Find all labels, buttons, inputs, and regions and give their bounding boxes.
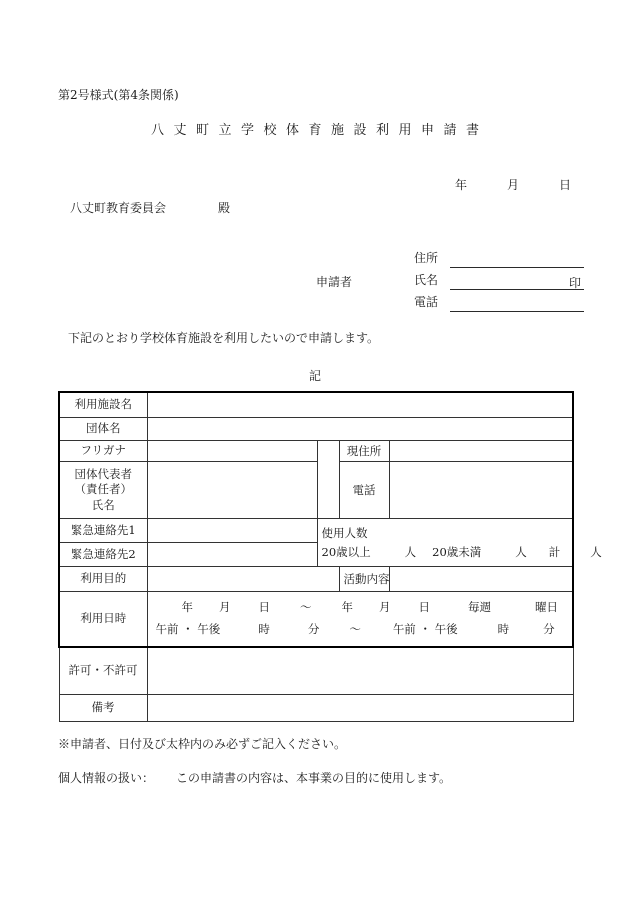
seal-mark: 印 [568,276,581,290]
facility-name-input[interactable] [147,392,573,418]
application-table [58,391,602,722]
datetime-tilde-1: ～ [300,600,312,615]
applicant-address-input[interactable] [450,267,584,268]
datetime-ampm-from: 午前 ・ 午後 [155,622,221,636]
representative-name-input[interactable] [147,462,317,519]
date-line [455,176,571,193]
datetime-ampm-to: 午前 ・ 午後 [392,622,458,636]
datetime-year-from: 年 [181,600,193,615]
representative-label [59,462,147,519]
note-required-fields: ※申請者、日付及び太枠内のみ必ずご記入ください。 [58,737,347,751]
date-year-label: 年 [455,178,468,192]
emergency-contact-2-label: 緊急連絡先2 [59,543,147,567]
table-row-purpose [59,567,573,592]
datetime-day-to: 日 [418,600,430,615]
representative-label-line3: 氏名 [91,497,115,512]
representative-label-line2: （責任者） [74,482,132,497]
group-name-label: 団体名 [59,418,147,441]
activity-label: 活動内容 [339,567,389,592]
ki-mark: 記 [308,369,321,383]
remarks-input[interactable] [147,695,573,722]
table-row-facility [59,392,573,418]
representative-label-line1: 団体代表者 [74,466,132,481]
furigana-label: フリガナ [59,441,147,462]
table-row-datetime [59,592,573,648]
total-label: 計 [548,544,561,559]
counter-person-2: 人 [515,544,527,559]
remarks-label: 備考 [59,695,147,722]
emergency-contact-1-label: 緊急連絡先1 [59,519,147,543]
applicant-name-input[interactable] [450,289,584,290]
datetime-month-from: 月 [219,600,231,615]
datetime-year-to: 年 [341,600,353,615]
table-row-furigana [59,441,573,462]
addressee [70,199,230,216]
age-under-20-label: 20歳未満 [432,544,482,559]
datetime-weekday: 曜日 [535,600,558,615]
users-count-cell[interactable] [317,519,602,567]
table-row-emergency-1 [59,519,573,543]
statement-text: 下記のとおり学校体育施設を利用したいので申請します。 [68,331,380,345]
emergency-contact-2-input[interactable] [147,543,317,567]
age-over-20-label: 20歳以上 [321,544,371,559]
datetime-every-week: 毎週 [468,600,491,615]
datetime-input[interactable] [147,592,573,648]
purpose-label: 利用目的 [59,567,147,592]
datetime-minute-to: 分 [543,622,555,636]
purpose-input[interactable] [147,567,339,592]
group-name-input[interactable] [147,418,573,441]
applicant-phone-input[interactable] [450,311,584,312]
datetime-line-2 [152,619,569,641]
form-number: 第2号様式(第4条関係) [58,88,179,102]
datetime-tilde-2: ～ [349,622,361,636]
applicant-phone-label: 電話 [414,295,439,309]
facility-name-label: 利用施設名 [59,392,147,418]
counter-person-1: 人 [404,544,417,559]
representative-phone-input[interactable] [389,462,573,519]
applicant-name-row [414,271,581,293]
datetime-label: 利用日時 [59,592,147,648]
note-privacy [58,769,451,786]
date-month-label: 月 [507,178,520,192]
table-row-remarks [59,695,573,722]
applicant-address-label: 住所 [414,251,439,265]
addressee-honorific: 殿 [218,201,231,215]
counter-person-3: 人 [590,544,602,559]
table-row-approval [59,647,573,695]
applicant-address-row [414,249,574,271]
addressee-name: 八丈町教育委員会 [70,201,167,215]
note-privacy-text: この申請書の内容は、本事業の目的に使用します。 [176,771,452,785]
applicant-fields [414,249,581,315]
datetime-month-to: 月 [379,600,391,615]
current-address-label: 現住所 [339,441,389,462]
table-row-representative [59,462,573,519]
date-day-label: 日 [559,178,572,192]
applicant-phone-row [414,293,574,315]
note-privacy-label: 個人情報の扱い： [58,771,155,785]
table-row-group [59,418,573,441]
applicant-label: 申請者 [316,275,353,289]
datetime-day-from: 日 [258,600,270,615]
datetime-line-1 [152,597,569,619]
datetime-minute-from: 分 [307,622,320,636]
datetime-hour-to: 時 [497,622,510,636]
approval-label: 許可・不許可 [59,647,147,695]
applicant-name-label: 氏名 [414,273,439,287]
users-count-breakdown [321,543,602,562]
activity-input[interactable] [389,567,573,592]
current-address-input[interactable] [389,441,573,462]
page-title: 八丈町立学校体育施設利用申請書 [150,123,489,138]
emergency-contact-1-input[interactable] [147,519,317,543]
datetime-hour-from: 時 [258,622,270,636]
furigana-input[interactable] [147,441,317,462]
users-count-label: 使用人数 [321,525,368,540]
representative-phone-label: 電話 [339,462,389,519]
approval-input[interactable] [147,647,573,695]
